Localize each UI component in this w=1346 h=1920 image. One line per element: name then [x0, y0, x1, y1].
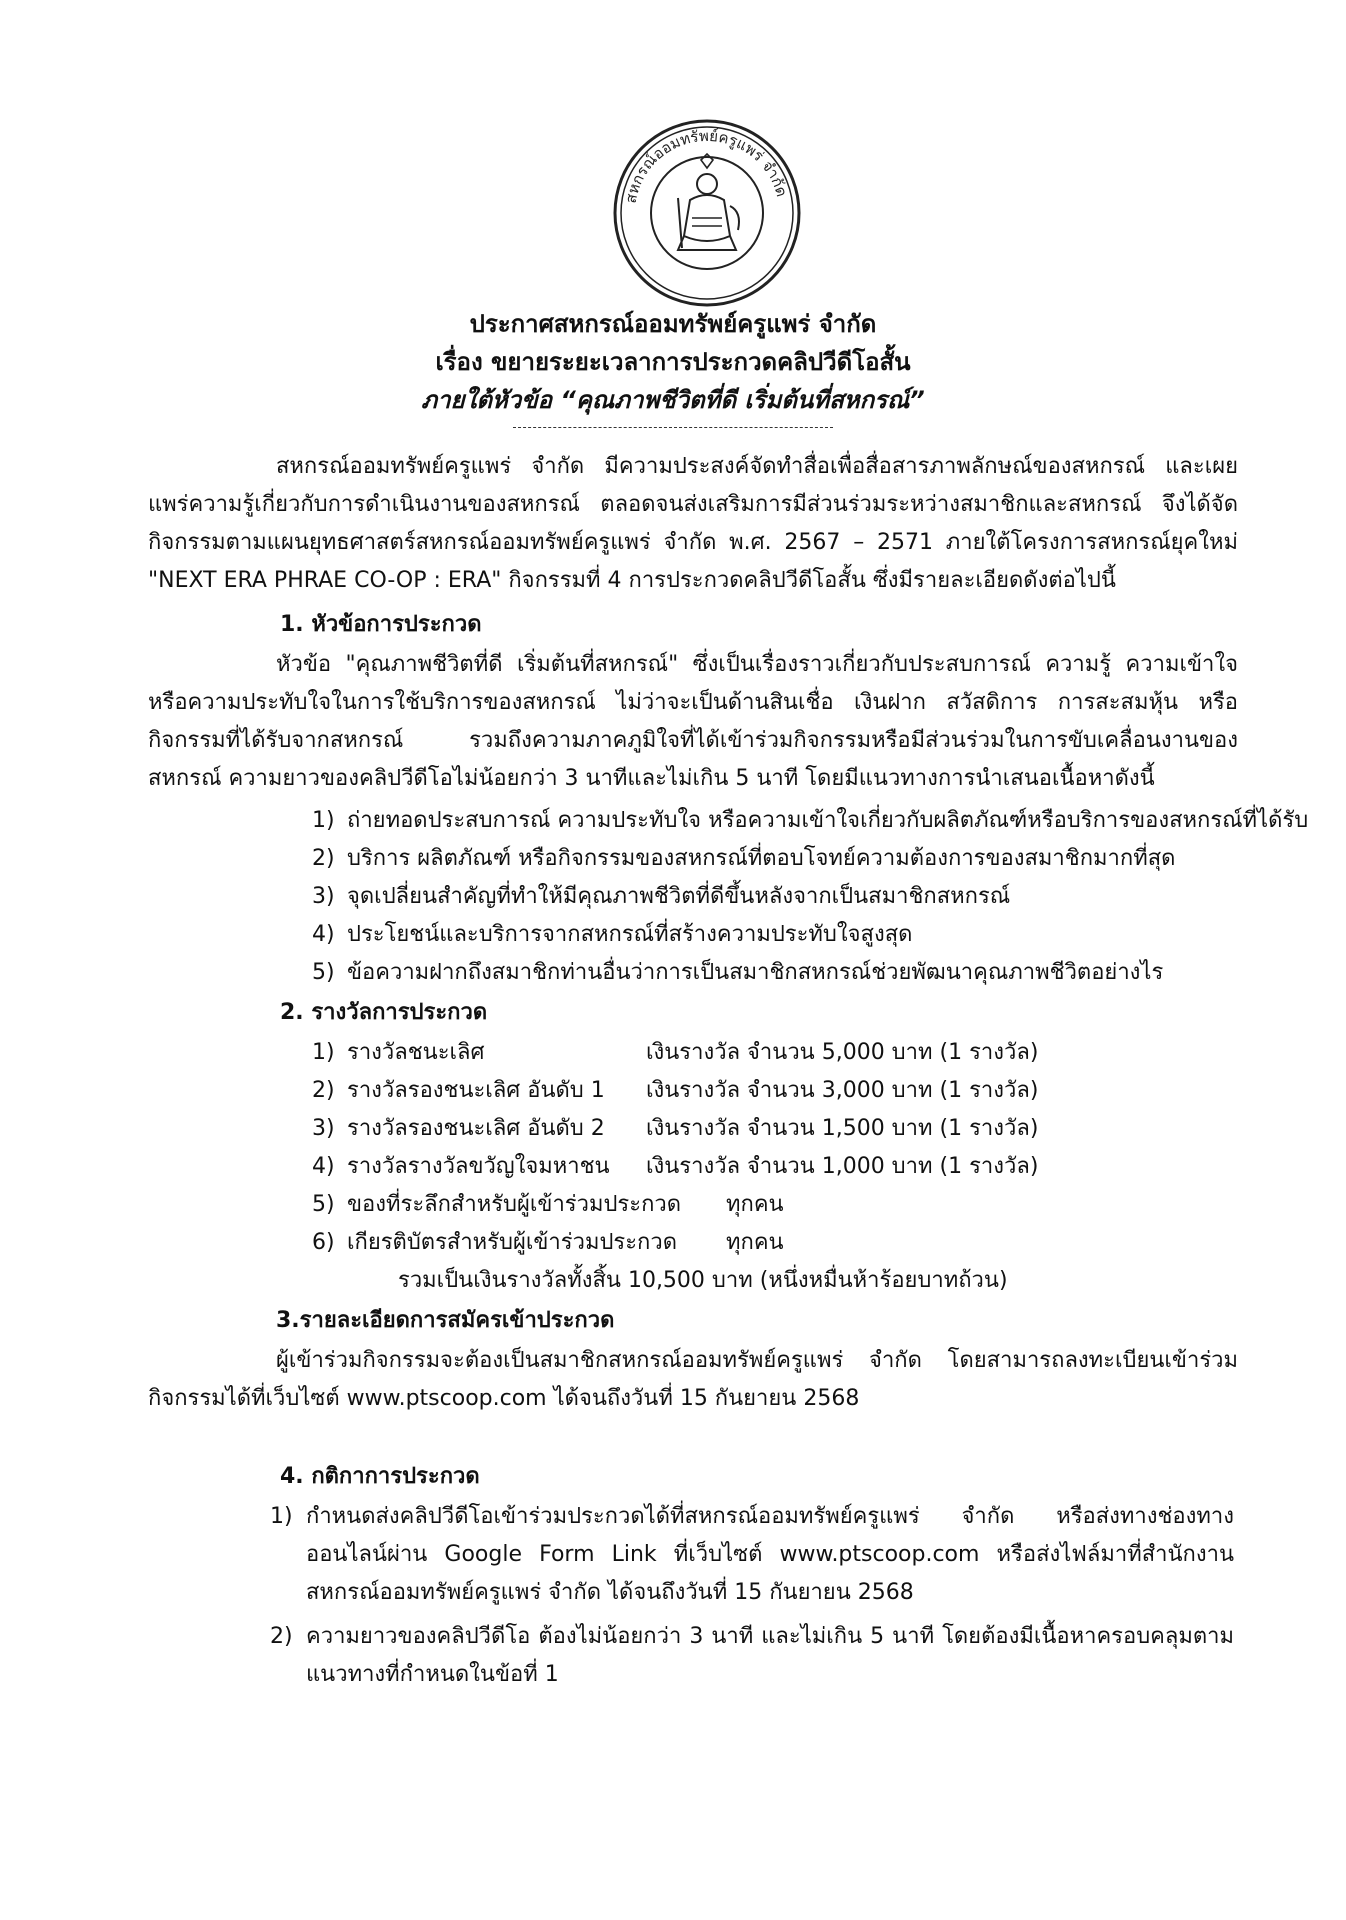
prize-row: 1) รางวัลชนะเลิศ เงินรางวัล จำนวน 5,000 บาท (1 รางวัล): [312, 1040, 1039, 1065]
section2-heading: 2. รางวัลการประกวด: [280, 1000, 488, 1025]
prize-row: 2) รางวัลรองชนะเลิศ อันดับ 1 เงินรางวัล จำนวน 3,000 บาท (1 รางวัล): [312, 1078, 1039, 1103]
prize-total: รวมเป็นเงินรางวัลทั้งสิ้น 10,500 บาท (หนึ่งหมื่นห้าร้อยบาทถ้วน): [398, 1268, 1008, 1293]
title-line-3: ภายใต้หัวข้อ “คุณภาพชีวิตที่ดี เริ่มต้นที่สหกรณ์”: [421, 386, 925, 414]
section4-heading: 4. กติกาการประกวด: [280, 1464, 480, 1489]
list-item: 5) ข้อความฝากถึงสมาชิกท่านอื่นว่าการเป็นสมาชิกสหกรณ์ช่วยพัฒนาคุณภาพชีวิตอย่างไร: [312, 960, 1164, 985]
list-item: 4) ประโยชน์และบริการจากสหกรณ์ที่สร้างความประทับใจสูงสุด: [312, 922, 913, 947]
section3-heading: 3.รายละเอียดการสมัครเข้าประกวด: [276, 1308, 615, 1333]
intro-paragraph: สหกรณ์ออมทรัพย์ครูแพร่ จำกัด มีความประสงค์จัดทำสื่อเพื่อสื่อสารภาพลักษณ์ของสหกรณ์ และเผยแพร่ความรู้เกี่ยวกับการดำเนินงานของสหกรณ์ ตลอดจนส่งเสริมการมีส่วนร่วมระหว่างสมาชิกและสหกรณ์ จึงได้จัดกิจกรรมตามแผนยุทธศาสตร์สหกรณ์ออมทรัพย์ครูแพร่ จำกัด พ.ศ. 2567 – 2571 ภายใต้โครงการสหกรณ์ยุคใหม่ "NEXT ERA PHRAE CO-OP : ERA" กิจกรรมที่ 4 การประกวดคลิปวีดีโอสั้น ซึ่งมีรายละเอียดดังต่อไปนี้: [148, 454, 1238, 593]
cooperative-seal-icon: [612, 118, 802, 308]
rule-item: 1) กำหนดส่งคลิปวีดีโอเข้าร่วมประกวดได้ที่สหกรณ์ออมทรัพย์ครูแพร่ จำกัด หรือส่งทางช่องทางออนไลน์ผ่าน Google Form Link ที่เว็บไซต์ www.ptscoop.com หรือส่งไฟล์มาที่สำนักงานสหกรณ์ออมทรัพย์ครูแพร่ จำกัด ได้จนถึงวันที่ 15 กันยายน 2568: [270, 1504, 1234, 1605]
list-item: 1) ถ่ายทอดประสบการณ์ ความประทับใจ หรือความเข้าใจเกี่ยวกับผลิตภัณฑ์หรือบริการของสหกรณ์ที่ได้รับ: [312, 808, 1309, 833]
prize-row: 3) รางวัลรองชนะเลิศ อันดับ 2 เงินรางวัล จำนวน 1,500 บาท (1 รางวัล): [312, 1116, 1039, 1141]
prize-row: 5) ของที่ระลึกสำหรับผู้เข้าร่วมประกวด ทุกคน: [312, 1192, 784, 1217]
section1-heading: 1. หัวข้อการประกวด: [280, 612, 482, 637]
rule-item: 2) ความยาวของคลิปวีดีโอ ต้องไม่น้อยกว่า 3 นาที และไม่เกิน 5 นาที โดยต้องมีเนื้อหาครอบคลุมตามแนวทางที่กำหนดในข้อที่ 1: [270, 1624, 1234, 1687]
title-line-1: ประกาศสหกรณ์ออมทรัพย์ครูแพร่ จำกัด: [469, 310, 877, 338]
list-item: 3) จุดเปลี่ยนสำคัญที่ทำให้มีคุณภาพชีวิตที่ดีขึ้นหลังจากเป็นสมาชิกสหกรณ์: [312, 884, 1011, 909]
announcement-title-block: [0, 305, 1346, 428]
prize-row: 4) รางวัลรางวัลขวัญใจมหาชน เงินรางวัล จำนวน 1,000 บาท (1 รางวัล): [312, 1154, 1039, 1179]
section3-body: ผู้เข้าร่วมกิจกรรมจะต้องเป็นสมาชิกสหกรณ์ออมทรัพย์ครูแพร่ จำกัด โดยสามารถลงทะเบียนเข้าร่วมกิจกรรมได้ที่เว็บไซต์ www.ptscoop.com ได้จนถึงวันที่ 15 กันยายน 2568: [148, 1348, 1238, 1411]
section1-body: หัวข้อ "คุณภาพชีวิตที่ดี เริ่มต้นที่สหกรณ์" ซึ่งเป็นเรื่องราวเกี่ยวกับประสบการณ์ ความรู้ ความเข้าใจ หรือความประทับใจในการใช้บริการของสหกรณ์ ไม่ว่าจะเป็นด้านสินเชื่อ เงินฝาก สวัสดิการ การสะสมหุ้น หรือกิจกรรมที่ได้รับจากสหกรณ์ รวมถึงความภาคภูมิใจที่ได้เข้าร่วมกิจกรรมหรือมีส่วนร่วมในการขับเคลื่อนงานของสหกรณ์ ความยาวของคลิปวีดีโอไม่น้อยกว่า 3 นาทีและไม่เกิน 5 นาที โดยมีแนวทางการนำเสนอเนื้อหาดังนี้: [148, 652, 1238, 791]
svg-text:สหกรณ์ออมทรัพย์ครูแพร่ จำกัด: สหกรณ์ออมทรัพย์ครูแพร่ จำกัด: [621, 126, 791, 205]
list-item: 2) บริการ ผลิตภัณฑ์ หรือกิจกรรมของสหกรณ์ที่ตอบโจทย์ความต้องการของสมาชิกมากที่สุด: [312, 846, 1176, 871]
prize-row: 6) เกียรติบัตรสำหรับผู้เข้าร่วมประกวด ทุกคน: [312, 1230, 784, 1255]
title-line-2: เรื่อง ขยายระยะเวลาการประกวดคลิปวีดีโอสั้น: [435, 348, 911, 376]
title-divider: [513, 427, 833, 428]
